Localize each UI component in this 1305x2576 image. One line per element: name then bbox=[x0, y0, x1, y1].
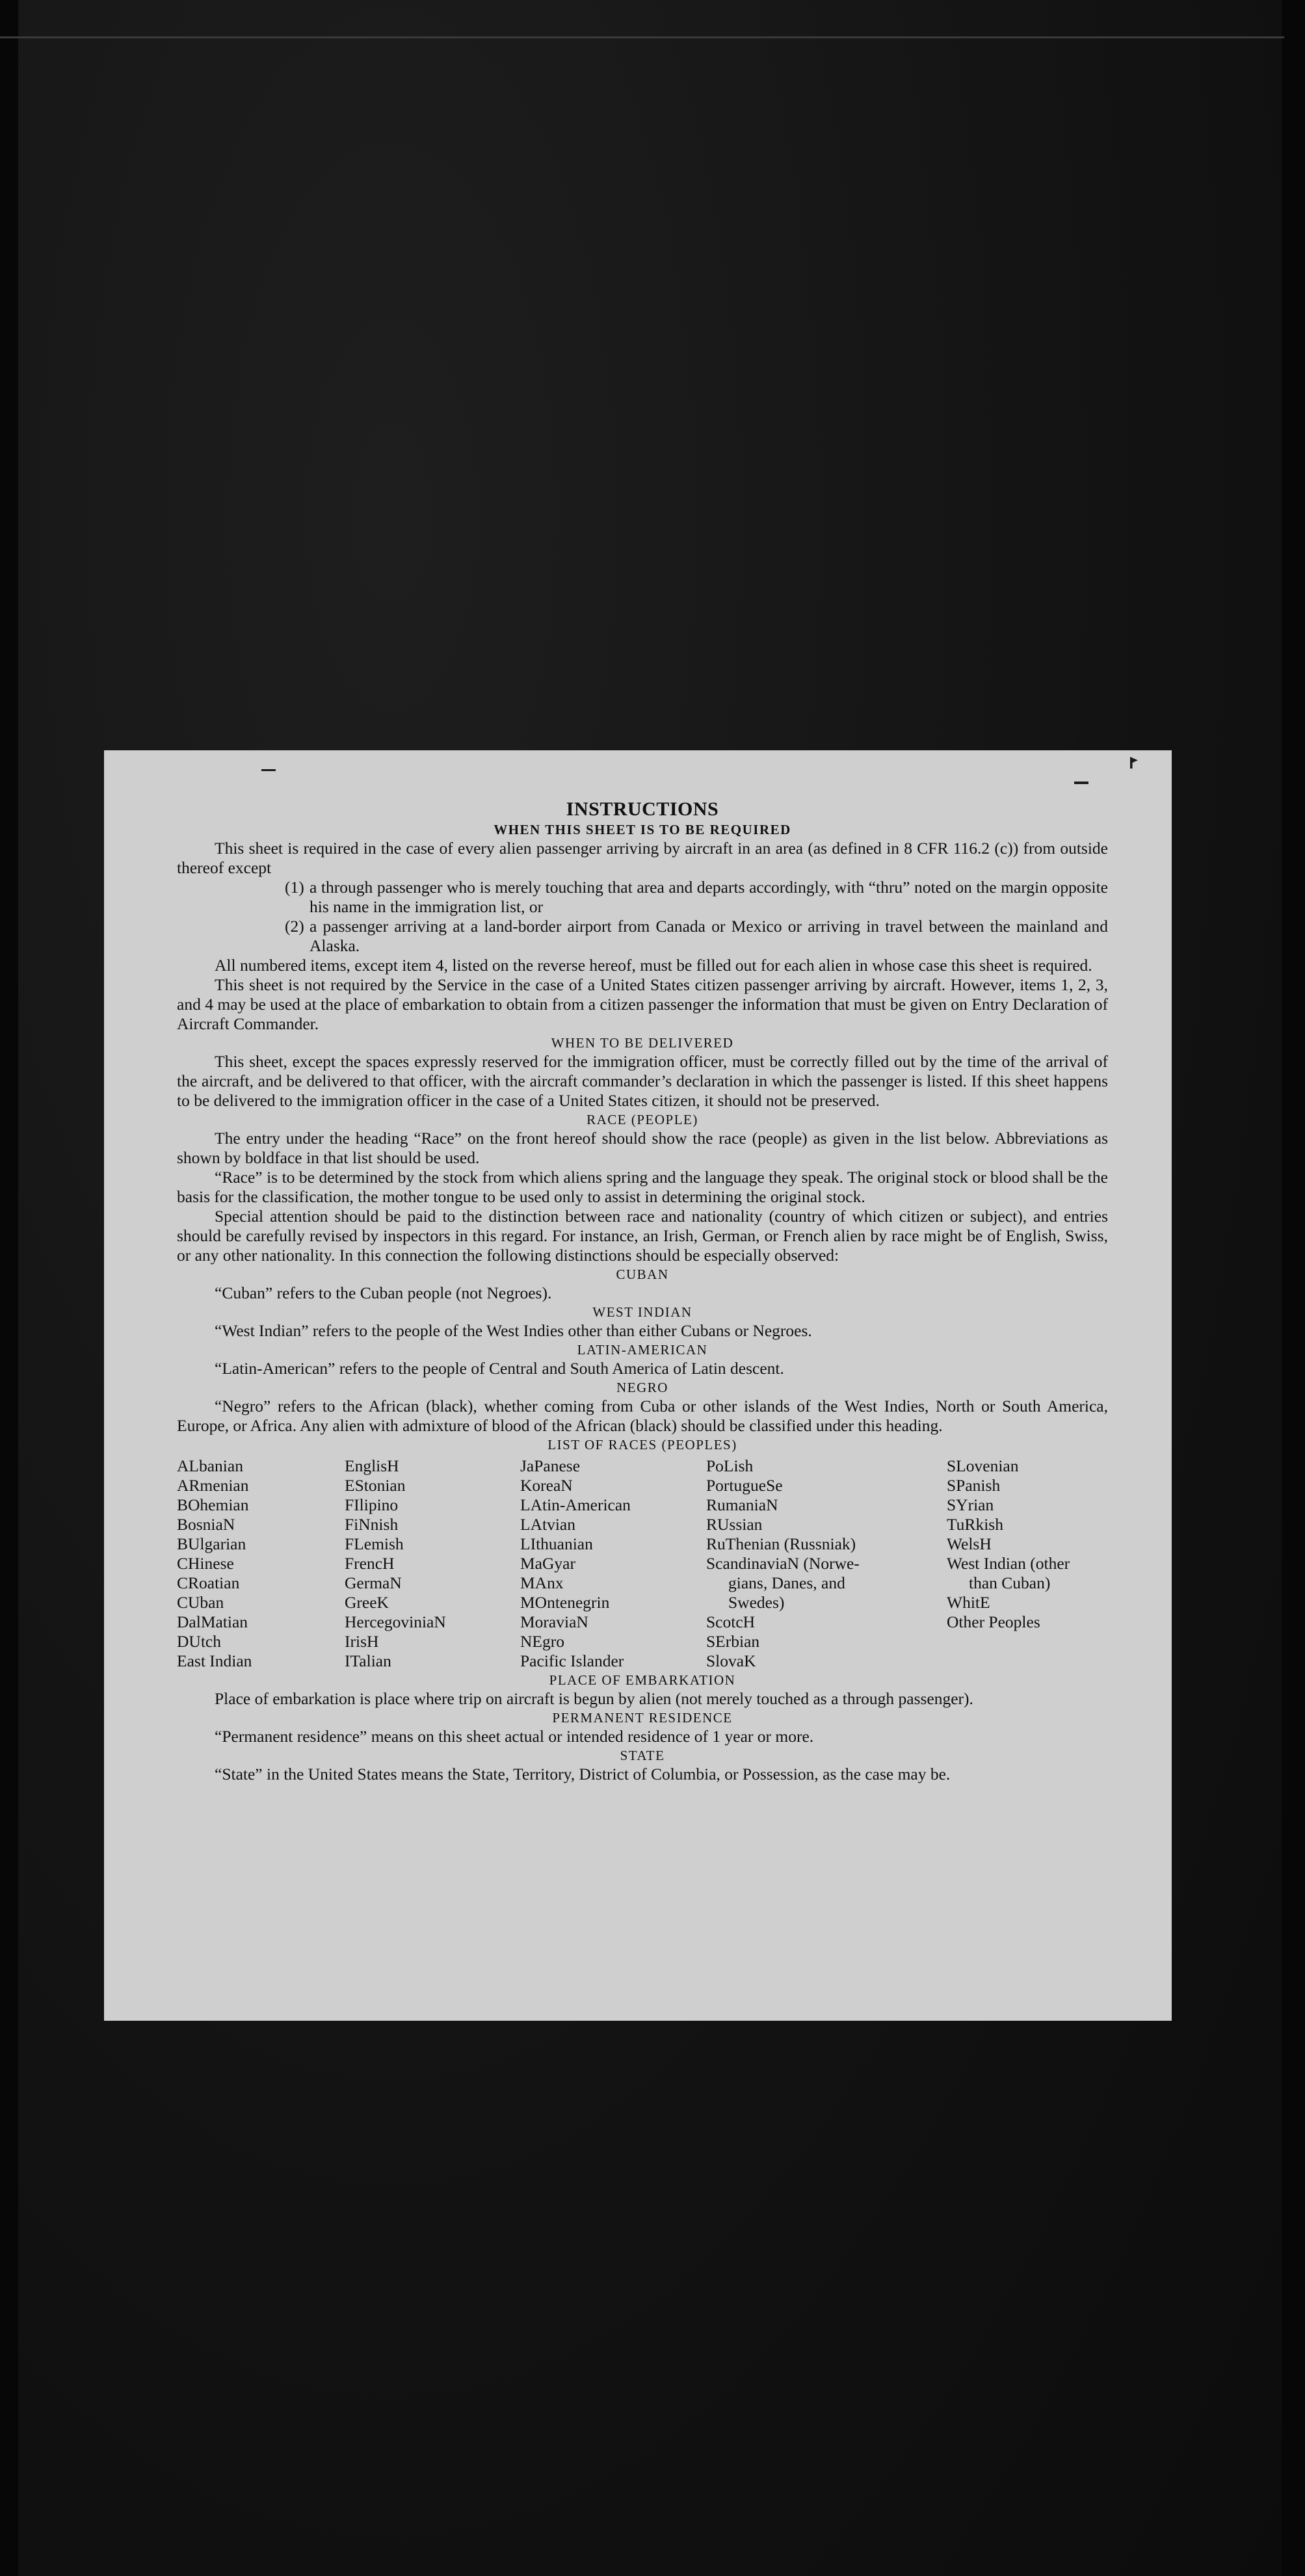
race-entry: NEgro bbox=[520, 1632, 564, 1651]
exception-number: (2) bbox=[285, 917, 304, 936]
races-column-2 bbox=[345, 1456, 520, 1671]
race-entry: DUtch bbox=[177, 1632, 221, 1651]
race-entry: GermaN bbox=[345, 1573, 402, 1592]
paragraph-latin-american: “Latin-American” refers to the people of Central and South America of Latin descent. bbox=[215, 1359, 784, 1378]
heading-latin-american: LATIN-AMERICAN bbox=[577, 1342, 708, 1358]
heading-when-required: WHEN THIS SHEET IS TO BE REQUIRED bbox=[494, 822, 791, 837]
race-entry: LIthuanian bbox=[520, 1534, 593, 1553]
race-entry: RumaniaN bbox=[706, 1495, 778, 1514]
heading-state: STATE bbox=[620, 1748, 665, 1763]
race-entry-continued: gians, Danes, and bbox=[728, 1573, 845, 1592]
heading-west-indian: WEST INDIAN bbox=[592, 1304, 692, 1320]
race-entry: FrencH bbox=[345, 1554, 395, 1573]
paragraph-race-entry: The entry under the heading “Race” on the front hereof should show the race (people) as given in the list below. Abbreviations as shown by boldface in that list should be used. bbox=[177, 1129, 1108, 1167]
race-entry: PoLish bbox=[706, 1456, 754, 1475]
paragraph-citizen: This sheet is not required by the Service in the case of a United States citizen passenger arriving by aircraft. However, items 1, 2, 3, and 4 may be used at the place of embarkation to obtain from a citizen passenger the information that must be given on Entry Declaration of Aircraft Commander. bbox=[177, 975, 1108, 1033]
race-entry: BOhemian bbox=[177, 1495, 249, 1514]
race-entry: Other Peoples bbox=[947, 1612, 1040, 1631]
races-list bbox=[177, 1456, 1108, 1671]
paragraph-residence: “Permanent residence” means on this sheet actual or intended residence of 1 year or more. bbox=[215, 1727, 814, 1746]
race-entry: IrisH bbox=[345, 1632, 379, 1651]
paragraph-race-nationality: Special attention should be paid to the distinction between race and nationality (country of which citizen or subject), and entries should be carefully revised by inspectors in this regard. For instance, an Irish, German, or French alien by race might be of English, Swiss, or any other nationality. In this connection the following distinctions should be especially observed: bbox=[177, 1207, 1108, 1265]
race-entry: SPanish bbox=[947, 1476, 1001, 1495]
heading-when-delivered: WHEN TO BE DELIVERED bbox=[551, 1035, 734, 1051]
exception-item-1 bbox=[285, 878, 1108, 917]
race-entry: MaGyar bbox=[520, 1554, 575, 1573]
paragraph-cuban: “Cuban” refers to the Cuban people (not Negroes). bbox=[215, 1283, 552, 1302]
race-entry: ITalian bbox=[345, 1651, 391, 1670]
paragraph-required: This sheet is required in the case of every alien passenger arriving by aircraft in an area (as defined in 8 CFR 116.2 (c)) from outside thereof except bbox=[177, 839, 1108, 877]
heading-permanent-residence: PERMANENT RESIDENCE bbox=[552, 1710, 733, 1726]
race-entry: West Indian (other bbox=[947, 1554, 1070, 1573]
race-entry: MAnx bbox=[520, 1573, 564, 1592]
race-entry: ALbanian bbox=[177, 1456, 243, 1475]
scan-edge-left bbox=[0, 0, 18, 2576]
heading-negro: NEGRO bbox=[616, 1380, 668, 1395]
exception-number: (1) bbox=[285, 878, 304, 897]
race-entry-continued: Swedes) bbox=[728, 1593, 785, 1612]
exception-text: a passenger arriving at a land-border airport from Canada or Mexico or arriving in travel between the mainland and Alaska. bbox=[310, 917, 1108, 955]
race-entry: FiNnish bbox=[345, 1515, 399, 1534]
race-entry: Pacific Islander bbox=[520, 1651, 624, 1670]
race-entry: RUssian bbox=[706, 1515, 763, 1534]
corner-flag-mark bbox=[1130, 757, 1138, 769]
race-entry: WelsH bbox=[947, 1534, 992, 1553]
race-entry: KoreaN bbox=[520, 1476, 573, 1495]
paragraph-negro: “Negro” refers to the African (black), whether coming from Cuba or other islands of the West Indies, North or South America, Europe, or Africa. Any alien with admixture of blood of the African (black) should be classified under this heading. bbox=[177, 1397, 1108, 1435]
race-entry: SlovaK bbox=[706, 1651, 756, 1670]
instructions-sheet bbox=[104, 750, 1172, 2021]
race-entry: ScandinaviaN (Norwe- bbox=[706, 1554, 860, 1573]
heading-cuban: CUBAN bbox=[616, 1267, 669, 1282]
race-entry: EnglisH bbox=[345, 1456, 399, 1475]
page-title: INSTRUCTIONS bbox=[566, 798, 719, 820]
ink-speck bbox=[261, 769, 276, 771]
race-entry: PortugueSe bbox=[706, 1476, 783, 1495]
exception-item-2 bbox=[285, 917, 1108, 956]
race-entry: DalMatian bbox=[177, 1612, 248, 1631]
heading-list-of-races: LIST OF RACES (PEOPLES) bbox=[547, 1437, 737, 1452]
ink-speck bbox=[1074, 782, 1088, 784]
race-entry: CRoatian bbox=[177, 1573, 240, 1592]
race-entry: ScotcH bbox=[706, 1612, 756, 1631]
race-entry: HercegoviniaN bbox=[345, 1612, 446, 1631]
paragraph-numbered-items: All numbered items, except item 4, listed on the reverse hereof, must be filled out for each alien in whose case this sheet is required. bbox=[215, 956, 1092, 975]
race-entry: FLemish bbox=[345, 1534, 404, 1553]
race-entry: BosniaN bbox=[177, 1515, 235, 1534]
race-entry: CHinese bbox=[177, 1554, 234, 1573]
paragraph-delivered: This sheet, except the spaces expressly reserved for the immigration officer, must be correctly filled out by the time of the arrival of the aircraft, and be delivered to that officer, with the aircraft commander’s declaration in which the passenger is listed. If this sheet happens to be delivered to the immigration officer in the case of a United States citizen, it should not be preserved. bbox=[177, 1052, 1108, 1110]
race-entry: SLovenian bbox=[947, 1456, 1019, 1475]
race-entry: SErbian bbox=[706, 1632, 760, 1651]
race-entry-continued: than Cuban) bbox=[969, 1573, 1051, 1592]
race-entry: EStonian bbox=[345, 1476, 406, 1495]
paragraph-state: “State” in the United States means the State, Territory, District of Columbia, or Possession, as the case may be. bbox=[215, 1765, 951, 1783]
paragraph-race-definition: “Race” is to be determined by the stock from which aliens spring and the language they speak. The original stock or blood shall be the basis for the classification, the mother tongue to be used only to assist in determining the original stock. bbox=[177, 1168, 1108, 1206]
race-entry: MOntenegrin bbox=[520, 1593, 610, 1612]
race-entry: CUban bbox=[177, 1593, 224, 1612]
race-entry: SYrian bbox=[947, 1495, 994, 1514]
races-column-1 bbox=[177, 1456, 345, 1671]
races-column-3 bbox=[520, 1456, 706, 1671]
race-entry: ARmenian bbox=[177, 1476, 249, 1495]
race-entry: RuThenian (Russniak) bbox=[706, 1534, 856, 1553]
race-entry: FIlipino bbox=[345, 1495, 399, 1514]
race-entry: MoraviaN bbox=[520, 1612, 588, 1631]
exception-text: a through passenger who is merely touching that area and departs accordingly, with “thru” noted on the margin opposite his name in the immigration list, or bbox=[310, 878, 1108, 916]
race-entry: LAtin-American bbox=[520, 1495, 631, 1514]
heading-place-of-embarkation: PLACE OF EMBARKATION bbox=[549, 1672, 736, 1688]
races-column-5 bbox=[947, 1456, 1116, 1671]
race-entry: WhitE bbox=[947, 1593, 990, 1612]
races-column-4 bbox=[706, 1456, 947, 1671]
race-entry: LAtvian bbox=[520, 1515, 575, 1534]
race-entry: BUlgarian bbox=[177, 1534, 246, 1553]
heading-race: RACE (PEOPLE) bbox=[587, 1112, 698, 1127]
race-entry: GreeK bbox=[345, 1593, 389, 1612]
race-entry: East Indian bbox=[177, 1651, 252, 1670]
race-entry: TuRkish bbox=[947, 1515, 1003, 1534]
paragraph-embarkation: Place of embarkation is place where trip on aircraft is begun by alien (not merely touched as a through passenger). bbox=[215, 1689, 973, 1708]
paragraph-west-indian: “West Indian” refers to the people of the West Indies other than either Cubans or Negroes. bbox=[215, 1321, 812, 1340]
race-entry: JaPanese bbox=[520, 1456, 581, 1475]
scan-top-rule bbox=[0, 36, 1284, 38]
scan-edge-right bbox=[1282, 0, 1305, 2576]
